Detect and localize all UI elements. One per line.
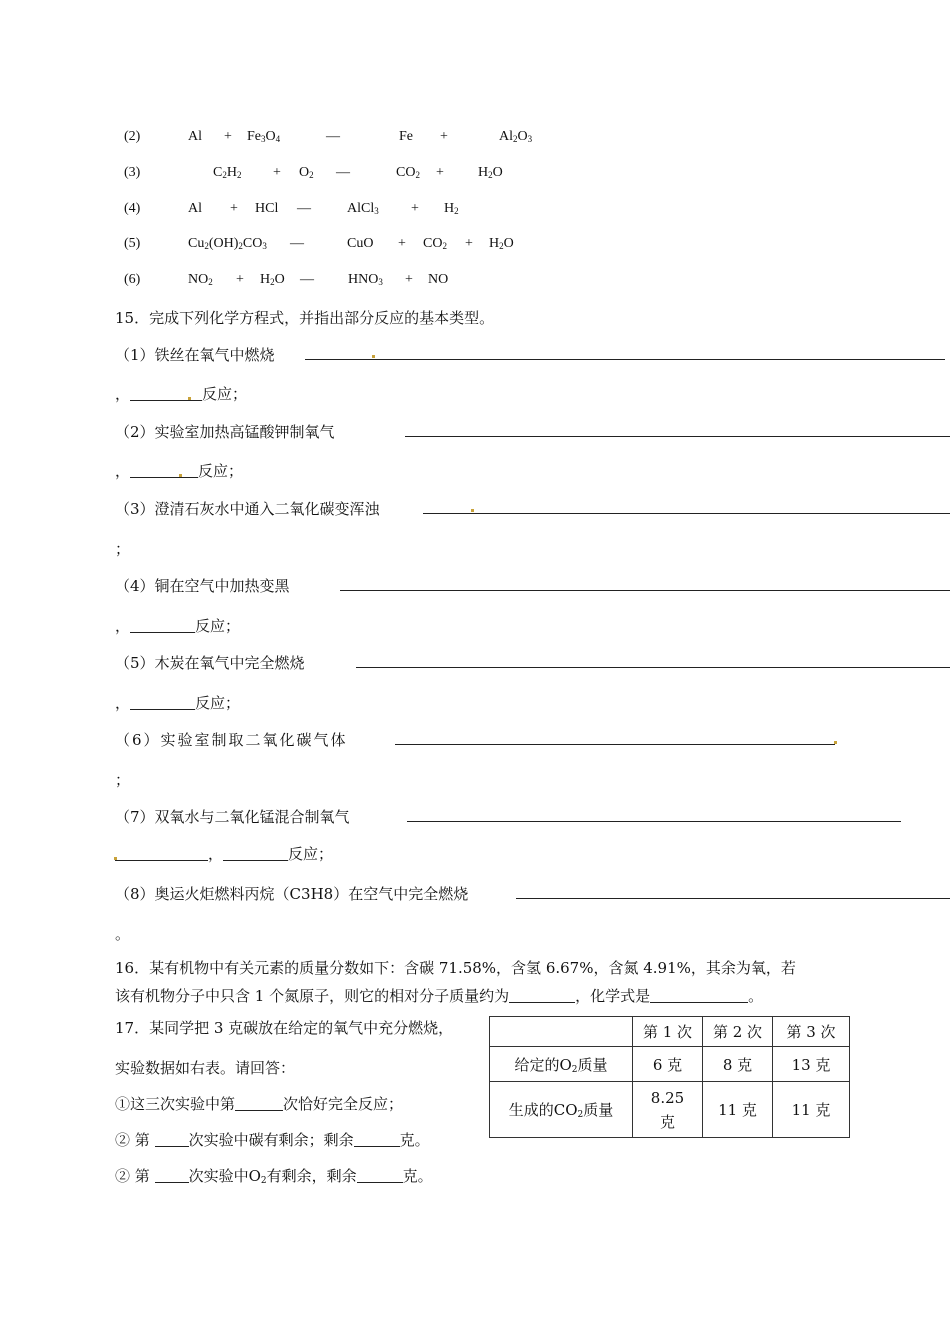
table-row-label: 给定的$O_2$质量 xyxy=(490,1047,633,1082)
table-row xyxy=(490,1047,850,1082)
q15-item-tail: 。 xyxy=(115,925,131,943)
table-header-cell: 第 3 次 xyxy=(773,1017,850,1047)
mark-dot xyxy=(188,397,191,400)
formula: $Fe_3O_4$ xyxy=(247,129,281,144)
table-cell: 8 克 xyxy=(703,1047,773,1082)
formula: $H_2$ xyxy=(444,201,459,216)
question-16-line1: 16．某有机物中有关元素的质量分数如下：含碳 71.58%，含氢 6.67%，含氮 4.91%，其余为氧，若 xyxy=(115,959,796,977)
molar-mass-blank[interactable] xyxy=(509,988,575,1003)
operator: + xyxy=(465,236,473,251)
type-blank[interactable] xyxy=(130,695,195,710)
table-cell xyxy=(490,1017,633,1047)
equation-number: (4) xyxy=(124,201,141,216)
table-header-cell: 第 1 次 xyxy=(633,1017,703,1047)
operator: + xyxy=(224,129,232,144)
formula: Fe xyxy=(399,129,413,144)
operator: — xyxy=(326,129,340,144)
answer-line[interactable] xyxy=(395,744,835,745)
operator: — xyxy=(297,201,311,216)
question-17-sub3: ② 第 次实验中$O_2$有剩余，剩余 克。 xyxy=(115,1167,433,1186)
q15-item-tail: ， 反应； xyxy=(115,462,244,480)
amount-blank[interactable] xyxy=(354,1132,400,1147)
q15-item-label: （2）实验室加热高锰酸钾制氧气 xyxy=(115,423,335,441)
formula: $HNO_3$ xyxy=(348,272,383,287)
formula: $H_2O$ xyxy=(478,165,503,180)
answer-line[interactable] xyxy=(407,821,901,822)
trial-blank[interactable] xyxy=(235,1096,283,1111)
formula: $CO_2$ xyxy=(423,236,447,251)
question-17-line2: 实验数据如右表。请回答： xyxy=(115,1059,296,1077)
formula: $NO_2$ xyxy=(188,272,213,287)
equation-number: (6) xyxy=(124,272,141,287)
question-15-title: 15．完成下列化学方程式，并指出部分反应的基本类型。 xyxy=(115,309,495,327)
operator: + xyxy=(440,129,448,144)
type-blank[interactable] xyxy=(130,386,202,401)
amount-blank[interactable] xyxy=(357,1168,403,1183)
type-blank[interactable] xyxy=(130,463,198,478)
answer-line[interactable] xyxy=(340,590,950,591)
answer-line[interactable] xyxy=(305,359,945,360)
operator: + xyxy=(398,236,406,251)
answer-line[interactable] xyxy=(356,667,950,668)
answer-line[interactable] xyxy=(423,513,950,514)
q15-item-tail: ， 反应； xyxy=(115,385,248,403)
answer-line[interactable] xyxy=(405,436,950,437)
q15-item-tail: ； xyxy=(115,540,131,558)
formula: Al xyxy=(188,129,202,144)
operator: — xyxy=(290,236,304,251)
table-cell: 6 克 xyxy=(633,1047,703,1082)
equation-number: (5) xyxy=(124,236,141,251)
question-16-line2: 该有机物分子中只含 1 个氮原子，则它的相对分子质量约为 ，化学式是 。 xyxy=(115,987,764,1005)
q15-item-label: （3）澄清石灰水中通入二氧化碳变浑浊 xyxy=(115,500,380,518)
q15-item-label: （8）奥运火炬燃料丙烷（C3H8）在空气中完全燃烧 xyxy=(115,885,469,903)
table-row xyxy=(490,1082,850,1138)
q15-item-label: （6）实验室制取二氧化碳气体 xyxy=(115,731,348,749)
q15-item-label: （1）铁丝在氧气中燃烧 xyxy=(115,346,275,364)
trial-blank[interactable] xyxy=(155,1132,189,1147)
table-cell: 11 克 xyxy=(703,1082,773,1138)
question-17-sub2: ② 第 次实验中碳有剩余；剩余 克。 xyxy=(115,1131,430,1149)
mark-dot xyxy=(834,741,837,744)
operator: + xyxy=(411,201,419,216)
operator: + xyxy=(405,272,413,287)
table-cell: 13 克 xyxy=(773,1047,850,1082)
formula: $C_2H_2$ xyxy=(213,165,242,180)
operator: + xyxy=(273,165,281,180)
table-header-cell: 第 2 次 xyxy=(703,1017,773,1047)
formula: $H_2O$ xyxy=(260,272,285,287)
mark-dot xyxy=(471,509,474,512)
table-row-label: 生成的$CO_2$质量 xyxy=(490,1082,633,1138)
formula: $CO_2$ xyxy=(396,165,420,180)
q15-item-label: （7）双氧水与二氧化锰混合制氧气 xyxy=(115,808,350,826)
experiment-table xyxy=(489,1016,850,1138)
mark-dot xyxy=(179,474,182,477)
table-cell: 11 克 xyxy=(773,1082,850,1138)
formula-blank[interactable] xyxy=(650,988,748,1003)
formula: HCl xyxy=(255,201,279,216)
formula: $Cu_2(OH)_2CO_3$ xyxy=(188,236,267,251)
q15-item-tail: ， 反应； xyxy=(115,617,241,635)
operator: + xyxy=(436,165,444,180)
answer-line[interactable] xyxy=(516,898,950,899)
q15-item-tail: ， 反应； xyxy=(115,694,241,712)
operator: — xyxy=(336,165,350,180)
formula: $Al_2O_3$ xyxy=(499,129,533,144)
q15-item-tail: ， 反应； xyxy=(115,843,333,864)
q15-item-label: （4）铜在空气中加热变黑 xyxy=(115,577,290,595)
operator: + xyxy=(236,272,244,287)
question-17-sub1: ①这三次实验中第 次恰好完全反应； xyxy=(115,1095,404,1113)
type-blank[interactable] xyxy=(223,846,288,861)
type-blank[interactable] xyxy=(130,618,195,633)
formula: Al xyxy=(188,201,202,216)
operator: — xyxy=(300,272,314,287)
equation-number: (2) xyxy=(124,129,141,144)
table-cell: 8.25 克 xyxy=(633,1082,703,1138)
formula: AlCl$_3$ xyxy=(347,201,379,216)
mark-dot xyxy=(372,355,375,358)
formula: CuO xyxy=(347,236,374,251)
question-17-line1: 17．某同学把 3 克碳放在给定的氧气中充分燃烧， xyxy=(115,1019,454,1037)
q15-item-tail: ； xyxy=(115,771,131,789)
equation-blank[interactable] xyxy=(115,846,208,861)
trial-blank[interactable] xyxy=(155,1168,189,1183)
mark-dot xyxy=(114,857,117,860)
operator: + xyxy=(230,201,238,216)
equation-number: (3) xyxy=(124,165,141,180)
formula: $O_2$ xyxy=(299,165,314,180)
formula: NO xyxy=(428,272,449,287)
formula: $H_2O$ xyxy=(489,236,514,251)
table-header-row xyxy=(490,1017,850,1047)
q15-item-label: （5）木炭在氧气中完全燃烧 xyxy=(115,654,305,672)
